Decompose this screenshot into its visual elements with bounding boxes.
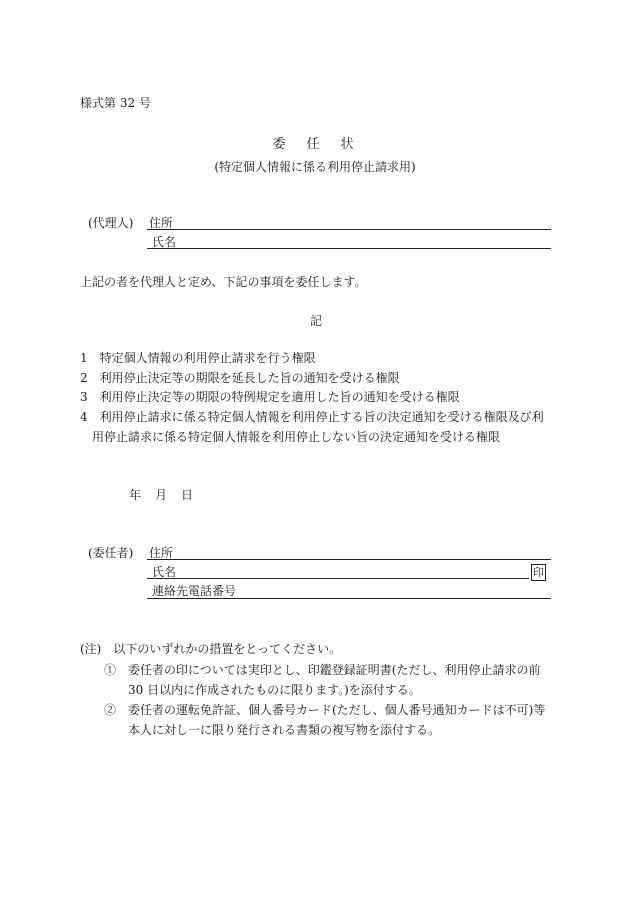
list-item: 4 利用停止請求に係る特定個人情報を利用停止する旨の決定通知を受ける権限及び利 <box>80 410 544 424</box>
principal-phone-label: 連絡先電話番号 <box>152 584 237 598</box>
principal-name-label: 氏名 <box>152 565 177 579</box>
principal-address-label: 住所 <box>149 546 174 560</box>
form-number: 様式第 32 号 <box>80 96 151 110</box>
list-item: 2 利用停止決定等の期限を延長した旨の通知を受ける権限 <box>80 371 400 385</box>
note-line: ② 委任者の運転免許証、個人番号カード(ただし、個人番号通知カードは不可)等 <box>104 703 546 717</box>
list-item: 用停止請求に係る特定個人情報を利用停止しない旨の決定通知を受ける権限 <box>92 430 501 444</box>
principal-name-line <box>147 578 529 579</box>
principal-role-label: (委任者) <box>88 546 134 560</box>
note-line: ① 委任者の印については実印とし、印鑑登録証明書(ただし、利用停止請求の前 <box>104 663 541 677</box>
list-item: 1 特定個人情報の利用停止請求を行う権限 <box>80 351 316 365</box>
delegation-statement: 上記の者を代理人と定め、下記の事項を委任します。 <box>80 275 367 289</box>
agent-name-line <box>147 248 551 249</box>
list-item: 3 利用停止決定等の期限の特例規定を適用した旨の通知を受ける権限 <box>80 390 460 404</box>
agent-name-label: 氏名 <box>152 235 177 249</box>
date-line: 年 月 日 <box>129 488 195 502</box>
notes-heading: (注) 以下のいずれかの措置をとってください。 <box>80 642 342 656</box>
note-line: 本人に対し一に限り発行される書類の複写物を添付する。 <box>128 723 441 737</box>
principal-phone-line <box>147 598 551 599</box>
agent-address-line <box>147 229 551 230</box>
agent-address-label: 住所 <box>149 216 174 230</box>
agent-role-label: (代理人) <box>88 216 134 230</box>
document-title: 委 任 状 <box>272 137 358 152</box>
principal-address-line <box>147 559 551 560</box>
note-line: 30 日以内に作成されたものに限ります。)を添付する。 <box>128 683 421 697</box>
seal-mark: 印 <box>533 566 544 579</box>
document-subtitle: (特定個人情報に係る利用停止請求用) <box>214 160 416 174</box>
ki-heading: 記 <box>310 314 323 328</box>
